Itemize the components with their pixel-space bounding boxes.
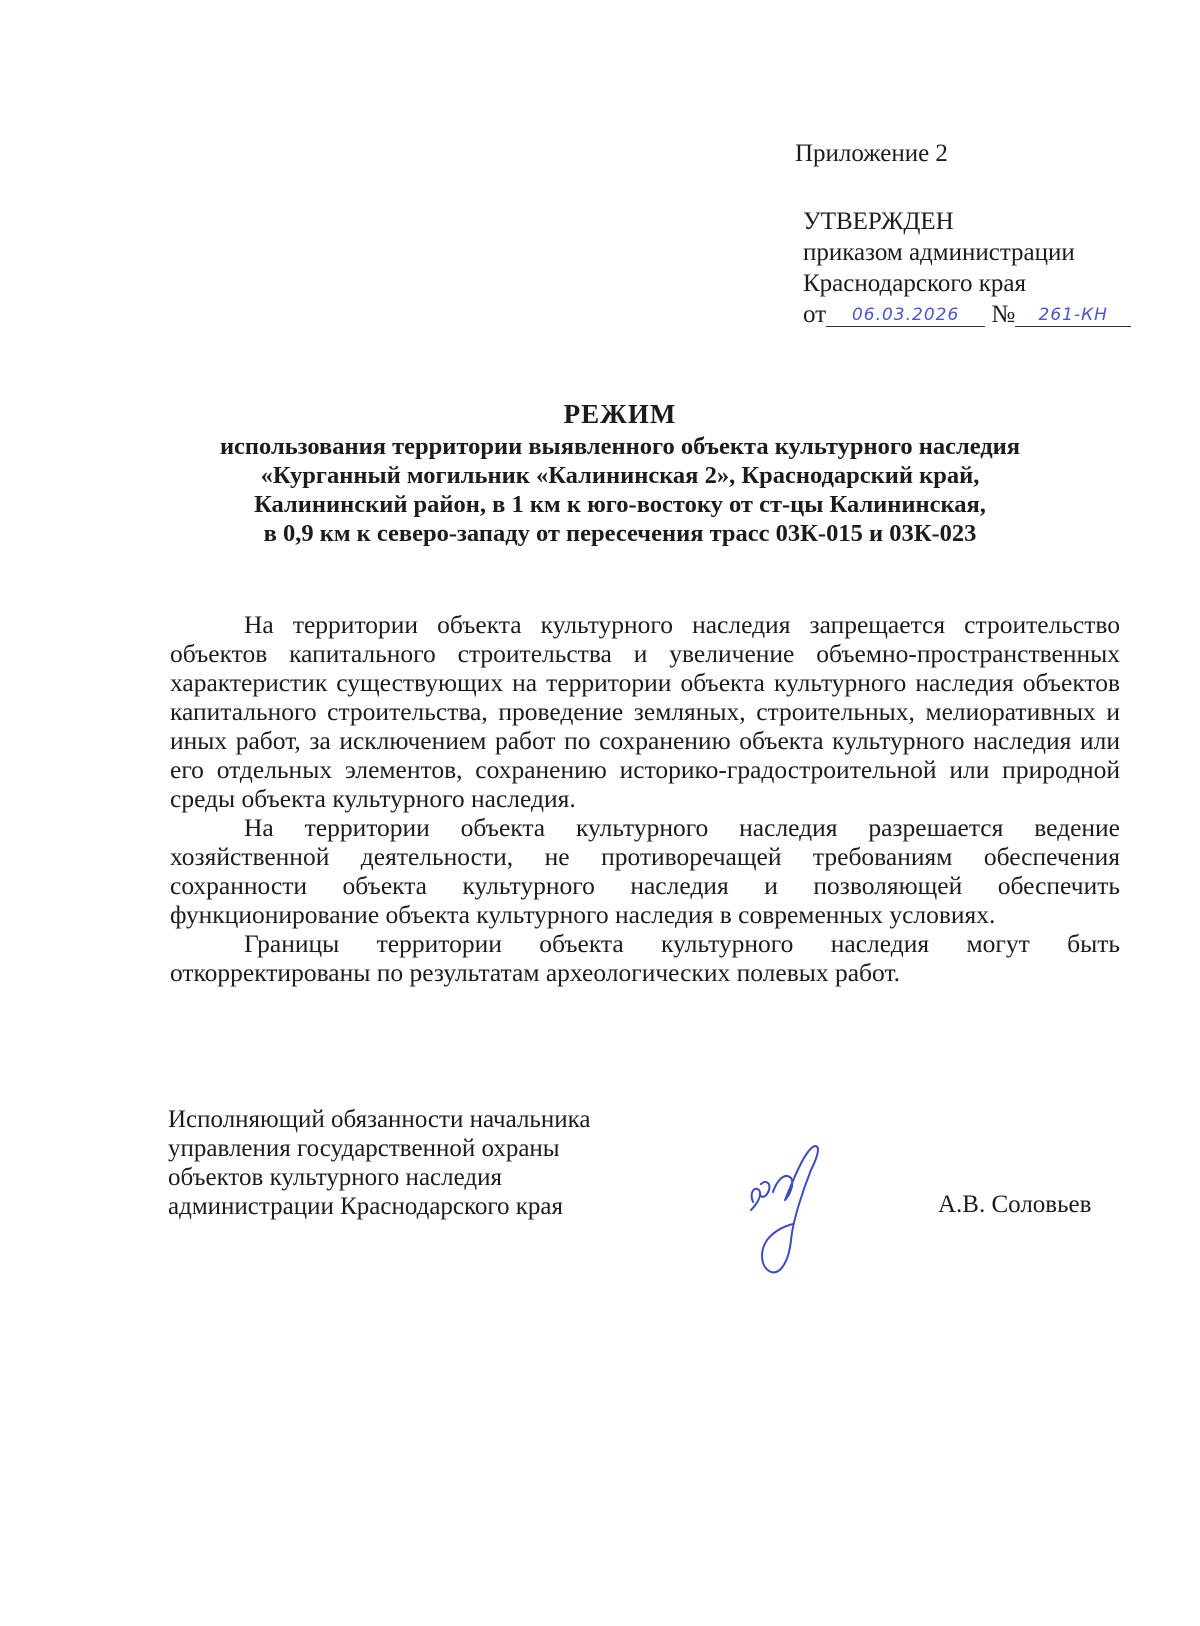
title-line-4: в 0,9 км к северо-западу от пересечения трасс 03К-015 и 03К-023 bbox=[263, 520, 977, 547]
handwritten-signature bbox=[745, 1140, 835, 1290]
approval-reference bbox=[803, 299, 1131, 330]
paragraph-permissions: На территории объекта культурного наследия разрешается ведение хозяйственной деятельности, не противоречащей требованиям обеспечения сохранности объекта культурного наследия и позволяющей обеспечить функционирование объекта культурного наследия в современных условиях. bbox=[170, 813, 1120, 929]
approval-line-2: Краснодарского края bbox=[803, 270, 1026, 297]
title-line-2: «Курганный могильник «Калининская 2», Краснодарский край, bbox=[260, 462, 980, 489]
approval-block bbox=[803, 206, 1131, 330]
signatory-line-2: управления государственной охраны bbox=[168, 1135, 560, 1162]
signatory-name: А.В. Соловьев bbox=[938, 1191, 1092, 1218]
number-prefix: № bbox=[991, 301, 1016, 328]
signatory-line-1: Исполняющий обязанности начальника bbox=[168, 1106, 591, 1133]
document-body bbox=[170, 610, 1120, 987]
date-prefix: от bbox=[803, 301, 827, 328]
signatory-line-4: администрации Краснодарского края bbox=[168, 1193, 564, 1220]
signatory-position bbox=[168, 1105, 590, 1221]
title-line-1: использования территории выявленного объекта культурного наследия bbox=[219, 433, 1021, 460]
approval-heading: УТВЕРЖДЕН bbox=[803, 208, 954, 235]
paragraph-prohibitions: На территории объекта культурного наследия запрещается строительство объектов капитального строительства и увеличение объемно-пространственных характеристик существующих на территории объекта культурного наследия объектов капитального строительства, проведение земляных, строительных, мелиоративных и иных работ, за исключением работ по сохранению объекта культурного наследия или его отдельных элементов, сохранению историко-градостроительной или природной среды объекта культурного наследия. bbox=[170, 610, 1120, 813]
signatory-line-3: объектов культурного наследия bbox=[168, 1164, 502, 1191]
title-main: РЕЖИМ bbox=[563, 399, 677, 429]
appendix-label: Приложение 2 bbox=[795, 140, 948, 167]
handwritten-number: 261-КН bbox=[1015, 304, 1131, 327]
handwritten-date: 06.03.2026 bbox=[826, 304, 985, 327]
document-title bbox=[170, 396, 1070, 548]
approval-line-1: приказом администрации bbox=[803, 239, 1075, 266]
paragraph-boundaries: Границы территории объекта культурного наследия могут быть откорректированы по результатам археологических полевых работ. bbox=[170, 929, 1120, 987]
title-line-3: Калининский район, в 1 км к юго-востоку от ст-цы Калининская, bbox=[254, 491, 986, 518]
